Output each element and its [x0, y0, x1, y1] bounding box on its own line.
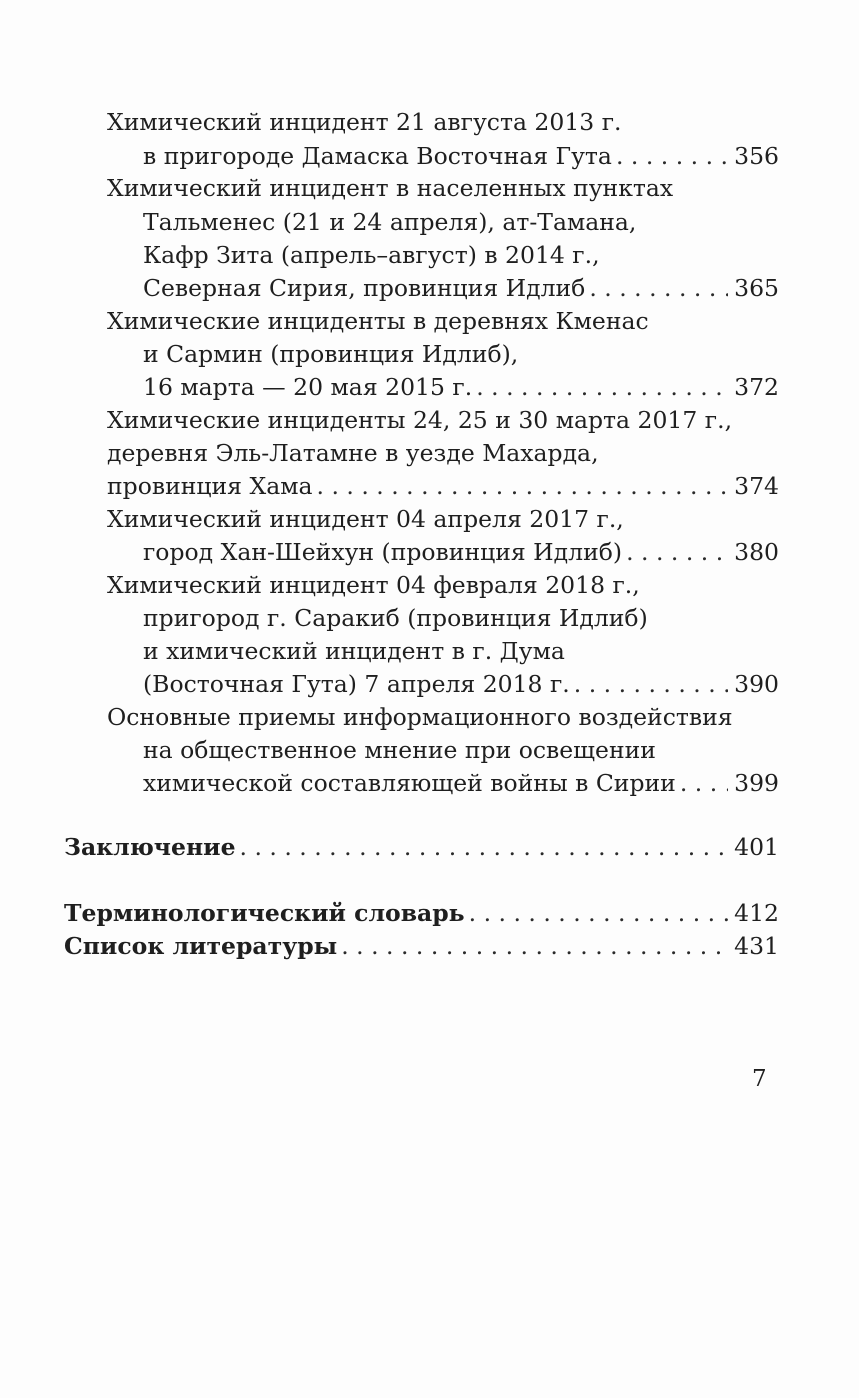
dot-leader [574, 666, 728, 702]
toc-entry-text: деревня Эль-Латамне в уезде Махарда, [107, 439, 599, 467]
dot-leader [240, 829, 729, 865]
toc-entry-text: и химический инцидент в г. Дума [143, 637, 565, 665]
toc-page-number: 431 [734, 932, 779, 960]
toc-section-title: Заключение [64, 833, 236, 861]
dot-leader [626, 534, 728, 570]
toc-section-line [64, 895, 779, 931]
toc-entry-text: Химический инцидент 21 августа 2013 г. [107, 108, 622, 136]
toc-entry-text: Химические инциденты в деревнях Кменас [107, 307, 649, 335]
toc-entry-text: город Хан-Шейхун (провинция Идлиб) [143, 538, 623, 566]
dot-leader [476, 369, 728, 405]
toc-entry-text: Химический инцидент в населенных пунктах [107, 174, 674, 202]
toc-line [107, 468, 779, 504]
toc-line [143, 138, 779, 174]
toc-line [143, 237, 779, 273]
toc-line [107, 567, 779, 603]
toc-page-number: 399 [734, 769, 779, 797]
toc-page-number: 380 [734, 538, 779, 566]
toc-section-line [64, 928, 779, 964]
toc-section-title: Терминологический словарь [64, 899, 465, 927]
toc-page-number: 356 [734, 142, 779, 170]
toc-line [107, 104, 779, 140]
toc-entry-text: Тальменес (21 и 24 апреля), ат-Тамана, [143, 208, 637, 236]
toc-line [107, 402, 779, 438]
toc-line [107, 170, 779, 206]
toc-line [107, 501, 779, 537]
toc-line [143, 600, 779, 636]
toc-section-title: Список литературы [64, 932, 338, 960]
toc-line [143, 369, 779, 405]
toc-entry-text: и Сармин (провинция Идлиб), [143, 340, 519, 368]
toc-line [143, 633, 779, 669]
dot-leader [680, 765, 728, 801]
toc-line [143, 765, 779, 801]
toc-entry-text: Кафр Зита (апрель–август) в 2014 г., [143, 241, 600, 269]
toc-entry-text: Основные приемы информационного воздействия [107, 703, 733, 731]
toc-entry-text: 16 марта — 20 мая 2015 г. [143, 373, 473, 401]
toc-page-number: 390 [734, 670, 779, 698]
toc-entry-text: Северная Сирия, провинция Идлиб [143, 274, 586, 302]
toc-entry-text: Химический инцидент 04 апреля 2017 г., [107, 505, 624, 533]
toc-line [107, 303, 779, 339]
dot-leader [469, 895, 729, 931]
toc-entry-text: на общественное мнение при освещении [143, 736, 656, 764]
toc-entry-text: (Восточная Гута) 7 апреля 2018 г. [143, 670, 570, 698]
toc-line [143, 336, 779, 372]
dot-leader [589, 270, 728, 306]
page-number: 7 [752, 1066, 767, 1092]
dot-leader [616, 138, 728, 174]
toc-section-line [64, 829, 779, 865]
toc-line [143, 666, 779, 702]
toc-entry-text: химической составляющей войны в Сирии [143, 769, 676, 797]
toc-line [107, 699, 779, 735]
toc-entry-text: Химический инцидент 04 февраля 2018 г., [107, 571, 640, 599]
toc-line [143, 534, 779, 570]
toc-line [107, 435, 779, 471]
toc-entry-text: Химические инциденты 24, 25 и 30 марта 2017 г., [107, 406, 733, 434]
toc-page-number: 372 [734, 373, 779, 401]
dot-leader [341, 928, 728, 964]
toc-entry-text: пригород г. Саракиб (провинция Идлиб) [143, 604, 648, 632]
dot-leader [317, 468, 729, 504]
toc-page-number: 365 [734, 274, 779, 302]
toc-entry-text: в пригороде Дамаска Восточная Гута [143, 142, 612, 170]
toc-line [143, 732, 779, 768]
toc-page-number: 401 [734, 833, 779, 861]
toc-line [143, 204, 779, 240]
toc-page-number: 374 [734, 472, 779, 500]
toc-entry-text: провинция Хама [107, 472, 313, 500]
toc-line [143, 270, 779, 306]
toc-page-number: 412 [734, 899, 779, 927]
